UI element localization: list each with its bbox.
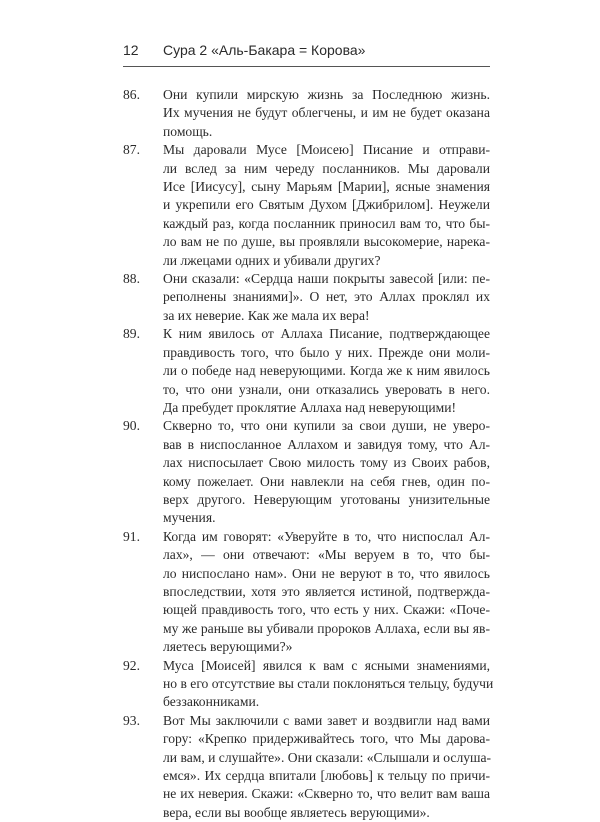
verse-number: 89. [123,326,140,342]
verse [123,270,490,325]
verse-line: Да пребудет проклятие Аллаха над неверующими! [163,399,457,415]
header-divider [123,66,490,67]
verse-line: К ним явилось от Аллаха Писание, подтверждающее [163,326,490,342]
verse-line: ло ниспослано нам». Они не веруют в то, что явилось [163,565,490,581]
verse-line: ющей правдивость того, что есть у них. Скажи: «Поче- [163,602,490,618]
verse [123,657,494,712]
verse-number: 86. [123,87,140,102]
verse [123,712,490,822]
verse-line: му же раньше вы убивали пророков Аллаха, если вы яв- [163,620,490,636]
verse-line: вав в ниспосланное Аллахом и завидуя тому, что Ал- [163,436,490,452]
verse-line: впоследствии, хотя это является истиной, подтвержда- [163,583,490,599]
page-number: 12 [123,42,139,58]
verse-line: вера, если вы вообще являетесь верующими». [163,804,430,820]
verse-line: Скверно то, что они купили за свои души, не уверо- [163,418,490,434]
verse-line: Они сказали: «Сердца наши покрыты завесой [или: пе- [163,271,490,287]
verse-line: но в его отсутствие вы стали поклоняться тельцу, будучи [163,676,494,691]
verse-line: Когда им говорят: «Уверуйте в то, что ниспослал Ал- [163,528,490,544]
verse [123,528,490,657]
verse-number: 90. [123,418,140,434]
verse-list [123,86,494,822]
verse-line: Их мучения не будут облегчены, и им не будет оказана [163,105,490,121]
verse-line: ли о победе над неверующими. Когда же к ним явилось [163,363,490,379]
verse-line: гору: «Крепко придерживайтесь того, что Мы дарова- [163,731,490,747]
verse [123,141,490,270]
verse-line: ли вслед за ним череду посланников. Мы даровали [163,160,490,176]
verse-line: Муса [Моисей] явился к вам с ясными знамениями, [163,657,490,673]
verse-line: лах ниспосылает Свою милость тому из Своих рабов, [163,455,490,471]
verse-number: 93. [123,712,140,728]
verse-line: не их неверия. Скажи: «Скверно то, что велит вам ваша [163,786,490,802]
verse-line: правдивость того, что было у них. Прежде они моли- [163,344,490,360]
verse-line: ли вам, и слушайте». Они сказали: «Слышали и ослуша- [163,749,492,765]
verse-number: 87. [123,142,140,158]
verse-line: кому пожелает. Они навлекли на себя гнев, один по- [163,473,490,489]
verse-line: ло вам не по душе, вы проявляли высокомерие, нарека- [163,234,490,250]
verse-line: Мы даровали Мусе [Моисею] Писание и отправи- [163,142,490,158]
verse-line: Исе [Иисусу], сыну Марьям [Марии], ясные знамения [163,179,490,195]
verse-number: 91. [123,528,140,544]
verse-line: мучения. [163,510,216,526]
verse-line: емся». Их сердца впитали [любовь] к тельцу по причи- [163,768,490,784]
verse-line: и укрепили его Святым Духом [Джибрилом]. Неужели [163,197,490,213]
verse [123,86,490,141]
verse-line: верх другого. Неверующим уготованы унизительные [163,491,490,507]
verse-line: за их неверие. Как же мала их вера! [163,307,370,323]
running-header [123,40,490,62]
verse-number: 92. [123,657,140,673]
verse [123,417,490,527]
verse-line: помощь. [163,123,213,139]
running-title: Сура 2 «Аль-Бакара = Корова» [163,42,366,58]
verse-line: Они купили мирскую жизнь за Последнюю жизнь. [163,87,490,102]
verse-line: ли лжецами одних и убивали других? [163,252,381,268]
verse [123,325,490,417]
verse-line: ляетесь верующими?» [163,639,293,655]
verse-line: каждый раз, когда посланник приносил вам то, что бы- [163,215,490,231]
verse-line: беззаконниками. [163,694,260,710]
verse-line: то, что они узнали, они отказались уверовать в него. [163,381,490,397]
verse-line: лах», — они отвечают: «Мы веруем в то, что бы- [163,547,490,563]
verse-line: Вот Мы заключили с вами завет и воздвигли над вами [163,712,490,728]
verse-number: 88. [123,271,140,287]
verse-line: реполнены знаниями]». О нет, это Аллах проклял их [163,289,490,305]
